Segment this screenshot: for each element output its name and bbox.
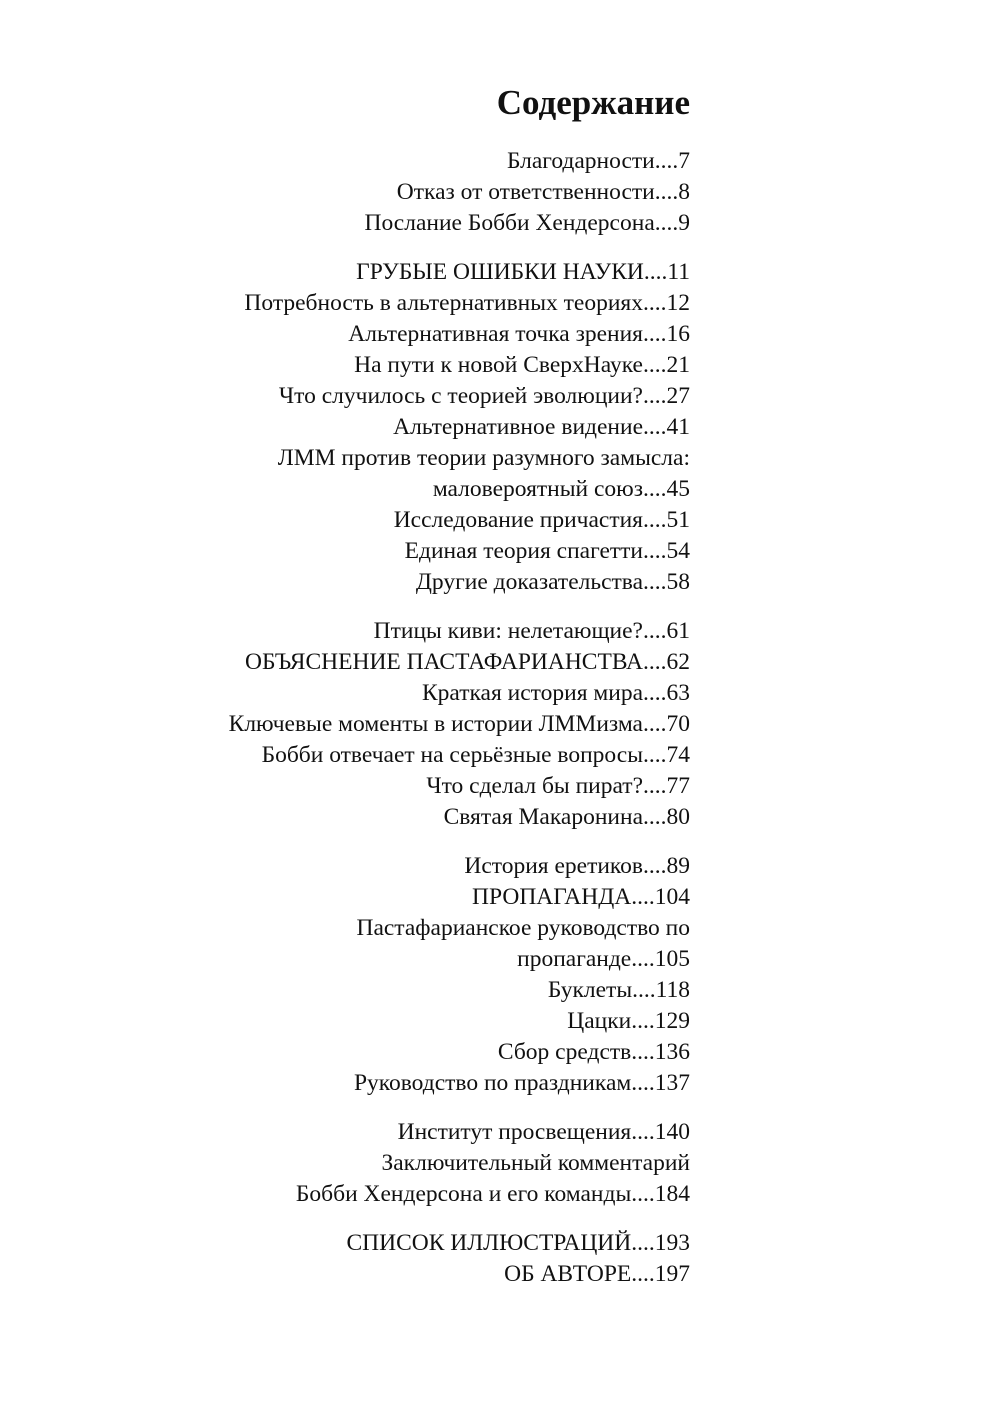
toc-entry[interactable]: Исследование причастия....51 xyxy=(393,507,690,533)
toc-entry[interactable]: Институт просвещения....140 xyxy=(397,1119,690,1145)
toc-entry[interactable]: Ключевые моменты в истории ЛММизма....70 xyxy=(228,711,690,737)
toc-entry[interactable]: ПРОПАГАНДА....104 xyxy=(472,884,690,910)
toc-group xyxy=(40,146,690,239)
toc-entry[interactable]: ОБ АВТОРЕ....197 xyxy=(504,1261,690,1287)
toc-entry[interactable]: Бобби отвечает на серьёзные вопросы....74 xyxy=(261,742,690,768)
toc-entry[interactable]: СПИСОК ИЛЛЮСТРАЦИЙ....193 xyxy=(346,1230,690,1256)
toc-entry[interactable]: Послание Бобби Хендерсона....9 xyxy=(364,210,690,236)
toc-entry[interactable]: Святая Макаронина....80 xyxy=(443,804,690,830)
table-of-contents xyxy=(40,146,690,1308)
toc-entry[interactable]: Буклеты....118 xyxy=(547,977,690,1003)
toc-entry[interactable]: Альтернативное видение....41 xyxy=(393,414,690,440)
toc-entry[interactable]: маловероятный союз....45 xyxy=(432,476,690,502)
toc-entry[interactable]: ОБЪЯСНЕНИЕ ПАСТАФАРИАНСТВА....62 xyxy=(245,649,690,675)
toc-entry[interactable]: Цацки....129 xyxy=(567,1008,690,1034)
toc-entry[interactable]: Благодарности....7 xyxy=(506,148,690,174)
toc-entry[interactable]: Заключительный комментарий xyxy=(381,1150,690,1176)
toc-entry[interactable]: История еретиков....89 xyxy=(464,853,690,879)
toc-entry[interactable]: Краткая история мира....63 xyxy=(421,680,690,706)
toc-entry[interactable]: Бобби Хендерсона и его команды....184 xyxy=(295,1181,690,1207)
toc-entry[interactable]: Отказ от ответственности....8 xyxy=(396,179,690,205)
toc-entry[interactable]: На пути к новой СверхНауке....21 xyxy=(354,352,690,378)
toc-entry[interactable]: Пастафарианское руководство по xyxy=(356,915,690,941)
toc-entry[interactable]: Что случилось с теорией эволюции?....27 xyxy=(278,383,690,409)
toc-entry[interactable]: Сбор средств....136 xyxy=(497,1039,690,1065)
toc-entry[interactable]: Что сделал бы пират?....77 xyxy=(426,773,690,799)
toc-group xyxy=(40,1117,690,1210)
toc-entry[interactable]: Птицы киви: нелетающие?....61 xyxy=(373,618,690,644)
toc-entry[interactable]: Альтернативная точка зрения....16 xyxy=(348,321,690,347)
toc-group xyxy=(40,851,690,1099)
toc-group xyxy=(40,616,690,833)
toc-entry[interactable]: Единая теория спагетти....54 xyxy=(404,538,690,564)
toc-entry[interactable]: Потребность в альтернативных теориях....12 xyxy=(244,290,690,316)
toc-entry[interactable]: ГРУБЫЕ ОШИБКИ НАУКИ....11 xyxy=(356,259,690,285)
page-title: Содержание xyxy=(496,83,690,122)
toc-entry[interactable]: Руководство по праздникам....137 xyxy=(353,1070,690,1096)
toc-entry[interactable]: ЛММ против теории разумного замысла: xyxy=(277,445,690,471)
toc-group xyxy=(40,257,690,598)
toc-entry[interactable]: Другие доказательства....58 xyxy=(415,569,690,595)
toc-entry[interactable]: пропаганде....105 xyxy=(517,946,690,972)
toc-group xyxy=(40,1228,690,1290)
